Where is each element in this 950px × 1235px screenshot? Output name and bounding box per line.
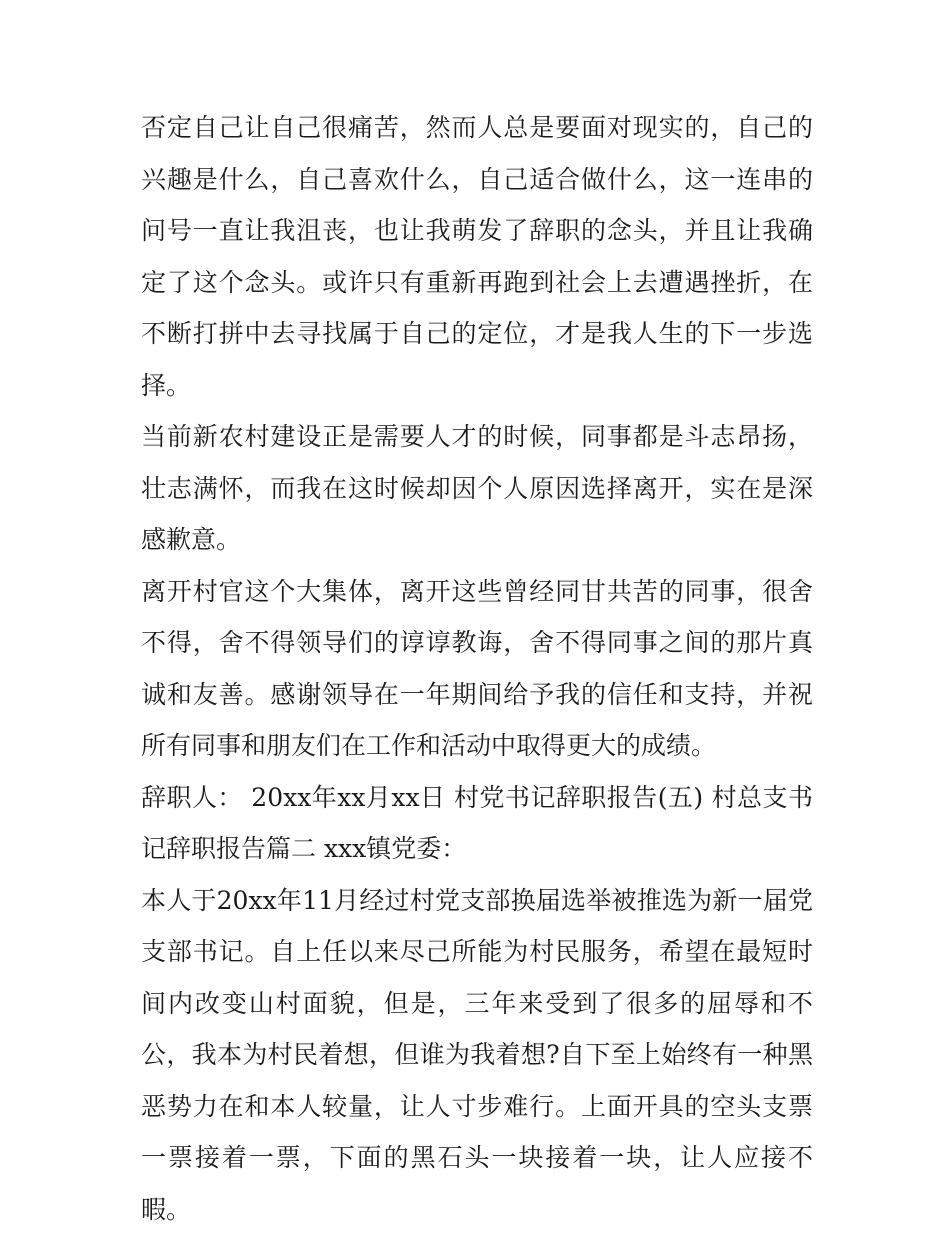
- paragraph-report-body: 本人于20xx年11月经过村党支部换届选举被推选为新一届党支部书记。自上任以来尽己所能为村民服务，希望在最短时间内改变山村面貌，但是，三年来受到了很多的屈辱和不公，我本为村民着想，但谁为我着想?自下至上始终有一种黑恶势力在和本人较量，让人寸步难行。上面开具的空头支票一票接着一票，下面的黑石头一块接着一块，让人应接不暇。: [141, 875, 813, 1235]
- paragraph-thanks: 离开村官这个大集体，离开这些曾经同甘共苦的同事，很舍不得，舍不得领导们的谆谆教诲，舍不得同事之间的那片真诚和友善。感谢领导在一年期间给予我的信任和支持，并祝所有同事和朋友们在工作和活动中取得更大的成绩。: [141, 566, 813, 772]
- paragraph-apology: 当前新农村建设正是需要人才的时候，同事都是斗志昂扬，壮志满怀，而我在这时候却因个人原因选择离开，实在是深感歉意。: [141, 411, 813, 566]
- paragraph-signature-heading: 辞职人： 20xx年xx月xx日 村党书记辞职报告(五) 村总支书记辞职报告篇二 xxx镇党委：: [141, 772, 813, 875]
- document-body: [141, 102, 813, 1235]
- paragraph-self-reflection: 否定自己让自己很痛苦，然而人总是要面对现实的，自己的兴趣是什么，自己喜欢什么，自己适合做什么，这一连串的问号一直让我沮丧，也让我萌发了辞职的念头，并且让我确定了这个念头。或许只有重新再跑到社会上去遭遇挫折，在不断打拼中去寻找属于自己的定位，才是我人生的下一步选择。: [141, 102, 813, 411]
